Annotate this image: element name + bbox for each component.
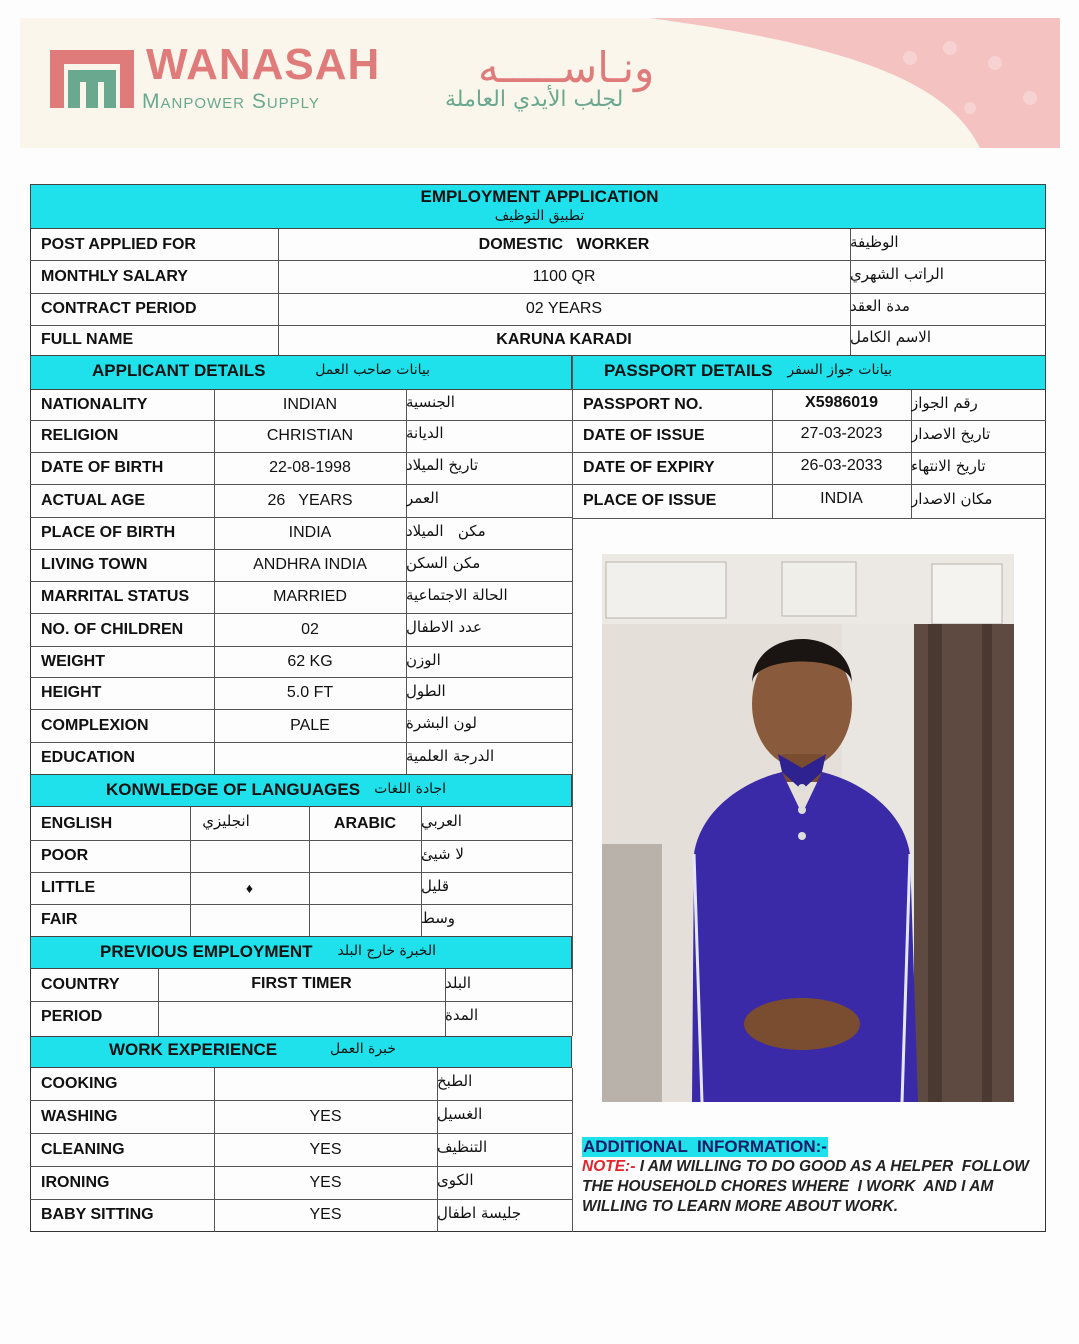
contract-period-label-arabic: مدة العقد	[850, 297, 910, 315]
language-level-little: LITTLE	[41, 879, 96, 896]
date-of-birth-label: DATE OF BIRTH	[41, 459, 164, 476]
height-label-arabic: الطول	[406, 682, 446, 700]
marital-status-label: MARRITAL STATUS	[41, 588, 190, 605]
education-label: EDUCATION	[41, 749, 135, 766]
applicant-details-title: APPLICANT DETAILS	[92, 361, 266, 380]
actual-age-value: 26 YEARS	[267, 491, 353, 509]
cooking-value	[214, 1068, 437, 1100]
country-value: FIRST TIMER	[251, 975, 352, 992]
passport-number-label-arabic: رقم الجواز	[911, 394, 978, 412]
period-value	[158, 1001, 445, 1033]
date-of-birth-label-arabic: تاريخ الميلاد	[406, 456, 479, 474]
country-label-arabic: البلد	[445, 974, 472, 992]
date-of-birth-value: 22-08-1998	[269, 459, 351, 476]
number-of-children-label: NO. OF CHILDREN	[41, 620, 184, 638]
date-of-expiry-value: 26-03-2033	[800, 457, 883, 474]
religion-label-arabic: الديانة	[406, 424, 444, 442]
arabic-column-label-arabic: العربي	[421, 812, 462, 830]
applicant-details-title-arabic: بيانات صاحب العمل	[315, 362, 430, 378]
language-level-fair: FAIR	[41, 911, 78, 928]
monthly-salary-value: 1100 QR	[532, 267, 596, 285]
work-experience-title: WORK EXPERIENCE	[109, 1040, 278, 1059]
baby-sitting-label-arabic: جليسة اطفال	[437, 1204, 522, 1222]
note-text: I AM WILLING TO DO GOOD AS A HELPER FOLLOW THE HOUSEHOLD CHORES WHERE I WORK AND I AM WILLING TO LEARN MORE ABOUT WORK.	[582, 1158, 1034, 1215]
cooking-label-arabic: الطبخ	[437, 1072, 473, 1090]
number-of-children-label-arabic: عدد الاطفال	[406, 618, 482, 636]
place-of-issue-label: PLACE OF ISSUE	[583, 492, 717, 509]
contract-period-label: CONTRACT PERIOD	[41, 300, 197, 317]
washing-value: YES	[309, 1107, 342, 1125]
place-of-birth-label-arabic: مكن الميلاد	[406, 522, 486, 540]
religion-label: RELIGION	[41, 427, 119, 444]
fair-english-mark	[190, 904, 309, 936]
work-experience-title-arabic: خبرة العمل	[330, 1041, 396, 1057]
language-level-poor-arabic: لا شيئ	[421, 845, 464, 863]
place-of-birth-value: INDIA	[288, 524, 332, 541]
banner-decoration	[650, 18, 1060, 148]
height-label: HEIGHT	[41, 684, 102, 701]
washing-label-arabic: الغسيل	[437, 1104, 483, 1123]
date-of-issue-label: DATE OF ISSUE	[583, 427, 705, 444]
actual-age-label: ACTUAL AGE	[41, 491, 145, 509]
additional-information-title: ADDITIONAL INFORMATION:-	[583, 1137, 827, 1156]
company-name-arabic: ونـاســـــه	[478, 43, 655, 92]
full-name-label: FULL NAME	[41, 331, 134, 348]
place-of-issue-label-arabic: مكان الاصدار	[911, 490, 993, 508]
english-column-label-arabic: انجليزي	[202, 812, 250, 830]
number-of-children-value: 02	[301, 620, 319, 638]
place-of-birth-label: PLACE OF BIRTH	[41, 524, 176, 541]
contract-period-value: 02 YEARS	[525, 300, 603, 317]
weight-value: 62 KG	[287, 652, 333, 670]
nationality-value: INDIAN	[282, 396, 338, 413]
living-town-label: LIVING TOWN	[41, 556, 148, 573]
education-label-arabic: الدرجة العلمية	[406, 747, 495, 765]
weight-label-arabic: الوزن	[406, 651, 441, 669]
religion-value: CHRISTIAN	[266, 427, 354, 444]
poor-english-mark	[190, 840, 309, 872]
passport-details-title-arabic: بيانات جواز السفر	[787, 362, 892, 378]
company-name: WANASAH	[146, 40, 381, 89]
living-town-value: ANDHRA INDIA	[253, 556, 367, 573]
baby-sitting-label: BABY SITTING	[41, 1206, 154, 1223]
ironing-label: IRONING	[41, 1173, 110, 1191]
height-value: 5.0 FT	[286, 684, 334, 701]
post-applied-label-arabic: الوظيفة	[850, 233, 899, 251]
date-of-expiry-label-arabic: تاريخ الانتهاء	[911, 457, 986, 475]
education-value	[214, 742, 406, 774]
cleaning-value: YES	[309, 1140, 342, 1158]
arabic-column-label: ARABIC	[333, 814, 397, 832]
full-name-label-arabic: الاسم الكامل	[850, 328, 932, 346]
company-tagline: Manpower Supply	[142, 90, 320, 113]
period-label: PERIOD	[41, 1008, 103, 1025]
post-applied-value: DOMESTIC WORKER	[478, 235, 650, 253]
english-column-label: ENGLISH	[41, 814, 113, 832]
monthly-salary-label-arabic: الراتب الشهري	[850, 265, 944, 283]
languages-title: KONWLEDGE OF LANGUAGES	[106, 780, 361, 799]
actual-age-label-arabic: العمر	[406, 488, 439, 507]
little-arabic-mark	[309, 872, 421, 904]
language-level-fair-arabic: وسط	[421, 909, 456, 927]
passport-number-value: X5986019	[805, 394, 878, 411]
cleaning-label: CLEANING	[41, 1140, 125, 1158]
complexion-value: PALE	[290, 716, 330, 734]
date-of-expiry-label: DATE OF EXPIRY	[583, 459, 715, 476]
date-of-issue-label-arabic: تاريخ الاصدار	[911, 425, 991, 443]
post-applied-label: POST APPLIED FOR	[41, 235, 196, 253]
ironing-label-arabic: الكوى	[437, 1170, 474, 1189]
monthly-salary-label: MONTHLY SALARY	[41, 267, 188, 285]
form-title: EMPLOYMENT APPLICATION	[420, 187, 659, 206]
additional-note	[582, 1157, 1042, 1217]
country-label: COUNTRY	[41, 976, 120, 993]
language-level-poor: POOR	[41, 847, 89, 864]
applicant-photo	[602, 554, 1014, 1102]
fair-arabic-mark	[309, 904, 421, 936]
company-logo-icon	[48, 48, 136, 110]
languages-title-arabic: اجادة اللغات	[374, 781, 446, 797]
company-tagline-arabic: لجلب الأيدي العاملة	[445, 87, 624, 112]
living-town-label-arabic: مكن السكن	[406, 554, 481, 572]
washing-label: WASHING	[41, 1107, 118, 1125]
poor-arabic-mark	[309, 840, 421, 872]
place-of-issue-value: INDIA	[820, 490, 863, 507]
weight-label: WEIGHT	[41, 652, 105, 670]
complexion-label-arabic: لون البشرة	[406, 714, 477, 732]
baby-sitting-value: YES	[309, 1206, 342, 1223]
passport-number-label: PASSPORT NO.	[583, 396, 703, 413]
complexion-label: COMPLEXION	[41, 716, 149, 734]
marital-status-label-arabic: الحالة الاجتماعية	[406, 586, 508, 604]
note-label: NOTE:-	[582, 1158, 636, 1175]
language-level-little-arabic: قليل	[421, 877, 450, 895]
additional-information	[582, 1137, 1042, 1217]
period-label-arabic: المدة	[445, 1006, 479, 1024]
cooking-label: COOKING	[41, 1075, 118, 1092]
nationality-label-arabic: الجنسية	[406, 393, 455, 411]
full-name-value: KARUNA KARADI	[496, 331, 632, 348]
nationality-label: NATIONALITY	[41, 396, 148, 413]
date-of-issue-value: 27-03-2023	[800, 425, 883, 442]
previous-employment-title: PREVIOUS EMPLOYMENT	[100, 942, 313, 961]
form-title-arabic: تطبيق التوظيف	[494, 208, 585, 224]
previous-employment-title-arabic: الخبرة خارج البلد	[337, 943, 436, 959]
ironing-value: YES	[309, 1173, 342, 1191]
cleaning-label-arabic: التنظيف	[437, 1137, 488, 1156]
marital-status-value: MARRIED	[273, 588, 347, 605]
passport-details-title: PASSPORT DETAILS	[604, 361, 773, 380]
little-english-mark: ♦	[245, 880, 254, 896]
